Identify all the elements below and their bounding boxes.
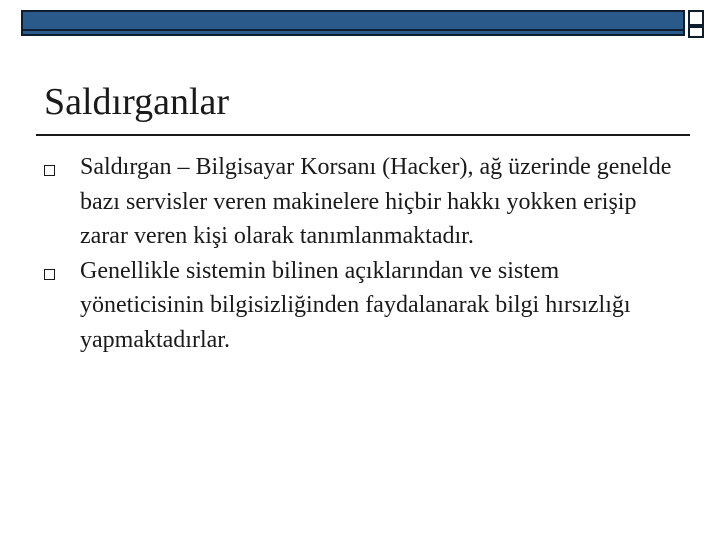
bullet-text: Saldırgan – Bilgisayar Korsanı (Hacker), ağ üzerinde genelde bazı servisler veren makinelere hiçbir hakkı yokken erişip zarar veren kişi olarak tanımlanmaktadır.	[80, 154, 672, 249]
slide-title: Saldırganlar	[44, 81, 230, 123]
bullet-item	[40, 254, 680, 358]
hollow-square-bullet-icon	[44, 269, 55, 280]
top-bar-inner-line	[23, 29, 683, 31]
top-decorative-bar	[21, 10, 685, 36]
corner-decorative-box-bottom	[688, 26, 704, 38]
bullet-text: Genellikle sistemin bilinen açıklarından ve sistem yöneticisinin bilgisizliğinden faydalanarak bilgi hırsızlığı yapmaktadırlar.	[80, 257, 631, 353]
bullet-item	[40, 150, 680, 254]
bullet-list	[40, 150, 680, 357]
title-underline-rule	[36, 134, 690, 136]
hollow-square-bullet-icon	[44, 165, 55, 176]
corner-decorative-box-top	[688, 10, 704, 26]
